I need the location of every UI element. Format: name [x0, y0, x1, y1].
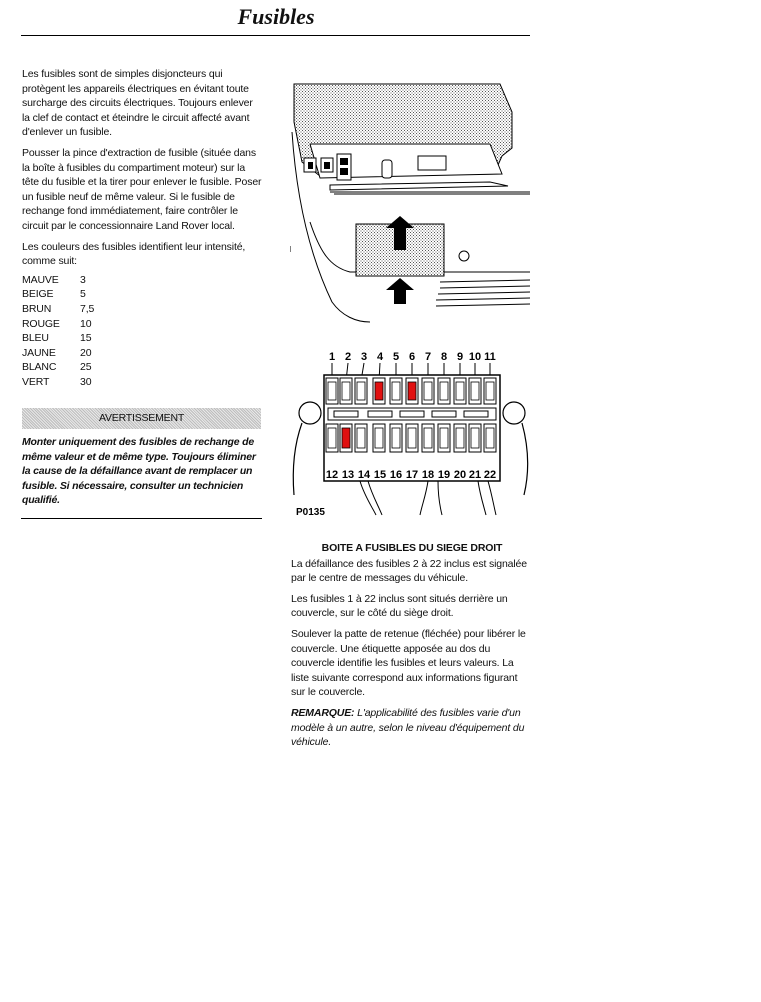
table-row: MAUVE 3 [22, 273, 86, 286]
fuse-slot [422, 424, 434, 452]
fuse-box-diagram [288, 345, 532, 520]
fuse-slot [326, 378, 338, 404]
table-row: VERT 30 [22, 375, 92, 388]
fuse-number: 15 [373, 469, 387, 481]
warning-heading: AVERTISSEMENT [22, 408, 261, 429]
fuse-number: 20 [453, 469, 467, 481]
fuse-number: 1 [328, 351, 336, 363]
fuse-slot [469, 378, 481, 404]
fuse-slot [469, 424, 481, 452]
seat-cover-illustration [290, 82, 532, 324]
fuse-slot [454, 424, 466, 452]
fuse-number: 12 [325, 469, 339, 481]
fuse-number: 7 [424, 351, 432, 363]
right-paragraph-3: Soulever la patte de retenue (fléchée) pour libérer le couvercle. Une étiquette apposée au dos du couvercle identifie les fusibles et leurs valeurs. La liste suivante correspond aux informations figurant sur le couvercle. [291, 627, 526, 699]
top-fuse-numbers [329, 351, 496, 363]
fuse-slot [373, 378, 385, 404]
page-title: Fusibles [237, 4, 315, 29]
right-paragraph-2: Les fusibles 1 à 22 inclus sont situés derrière un couvercle, sur le côté du siège droit. [291, 592, 508, 620]
fuse-number: 4 [376, 351, 384, 363]
warning-rule [21, 518, 262, 519]
fuse-slot [390, 378, 402, 404]
fuse-number: 18 [421, 469, 435, 481]
right-paragraph-1: La défaillance des fusibles 2 à 22 inclus est signalée par le centre de messages du véhicule. [291, 557, 527, 585]
right-mount [503, 402, 525, 424]
fuse-number: 6 [408, 351, 416, 363]
fuse-slot [484, 424, 496, 452]
fuse-number: 9 [456, 351, 464, 363]
fuse-number: 3 [360, 351, 368, 363]
intro-paragraph: Les fusibles sont de simples disjoncteurs qui protègent les appareils électriques en évitant toute surcharge des circuits électriques. Toujours enlever la clef de contact et éteindre le circuit affecté avant d'enlever un fusible. [22, 68, 253, 139]
fuse-slot [406, 424, 418, 452]
fuse-slot [390, 424, 402, 452]
table-row: BLANC 25 [22, 361, 92, 374]
fuse-slot [484, 378, 496, 404]
table-row: BEIGE 5 [22, 288, 86, 301]
fuse-number: 11 [484, 351, 496, 363]
fuse-slot [355, 378, 367, 404]
fuse-slot [373, 424, 385, 452]
table-row: BLEU 15 [22, 332, 92, 345]
bottom-fuse-row [326, 424, 496, 452]
left-mount [299, 402, 321, 424]
note [291, 706, 533, 750]
title-rule [21, 35, 530, 36]
fuse-number: 2 [344, 351, 352, 363]
fuse-slot [355, 424, 367, 452]
table-row: ROUGE 10 [22, 317, 92, 330]
figure-code: P0135 [296, 507, 325, 518]
fuse-number: 21 [468, 469, 482, 481]
table-row: JAUNE 20 [22, 346, 92, 359]
fuse-number: 13 [341, 469, 355, 481]
fuse-number: 16 [389, 469, 403, 481]
fuse-slot [422, 378, 434, 404]
fuse-number: 10 [468, 351, 482, 363]
warning-text: Monter uniquement des fusibles de rechange de même valeur et de même type. Toujours éliminer la cause de la défaillance avant de remplacer un fusible. Si nécessaire, consulter un technicien qualifié. [22, 436, 256, 507]
fuse-number: 5 [392, 351, 400, 363]
fuse-slot [438, 424, 450, 452]
fuse-number: 22 [483, 469, 497, 481]
fuse-slot [438, 378, 450, 404]
fuse-number: 8 [440, 351, 448, 363]
fuse-box-subtitle: BOITE A FUSIBLES DU SIEGE DROIT [321, 542, 503, 554]
fuse-slot [454, 378, 466, 404]
note-label: REMARQUE: [291, 706, 355, 719]
fuse-slot [340, 378, 352, 404]
replacement-paragraph: Pousser la pince d'extraction de fusible (située dans la boîte à fusibles du compartiment moteur) sur la tête du fusible et la tirer pour enlever le fusible. Poser un fusible neuf de même valeur. Si le fusible de rechange fond immédiatement, faire contrôler le circuit par le concessionnaire Land Rover local. [22, 146, 262, 232]
note-text: L'applicabilité des fusibles varie d'un modèle à un autre, selon le niveau d'équipement du véhicule. [291, 706, 525, 749]
right-column [291, 541, 533, 756]
left-column [22, 67, 262, 389]
table-row: BRUN 7,5 [22, 302, 95, 315]
fuse-number: 14 [357, 469, 371, 481]
fuse-slot [326, 424, 338, 452]
colors-intro: Les couleurs des fusibles identifient leur intensité, comme suit: [22, 240, 246, 268]
top-fuse-row [326, 378, 496, 404]
bottom-fuse-numbers [326, 469, 496, 481]
fuse-slot [340, 424, 352, 452]
fuse-number: 17 [405, 469, 419, 481]
fuse-slot [406, 378, 418, 404]
fuse-color-table [22, 273, 94, 390]
fuse-number: 19 [437, 469, 451, 481]
